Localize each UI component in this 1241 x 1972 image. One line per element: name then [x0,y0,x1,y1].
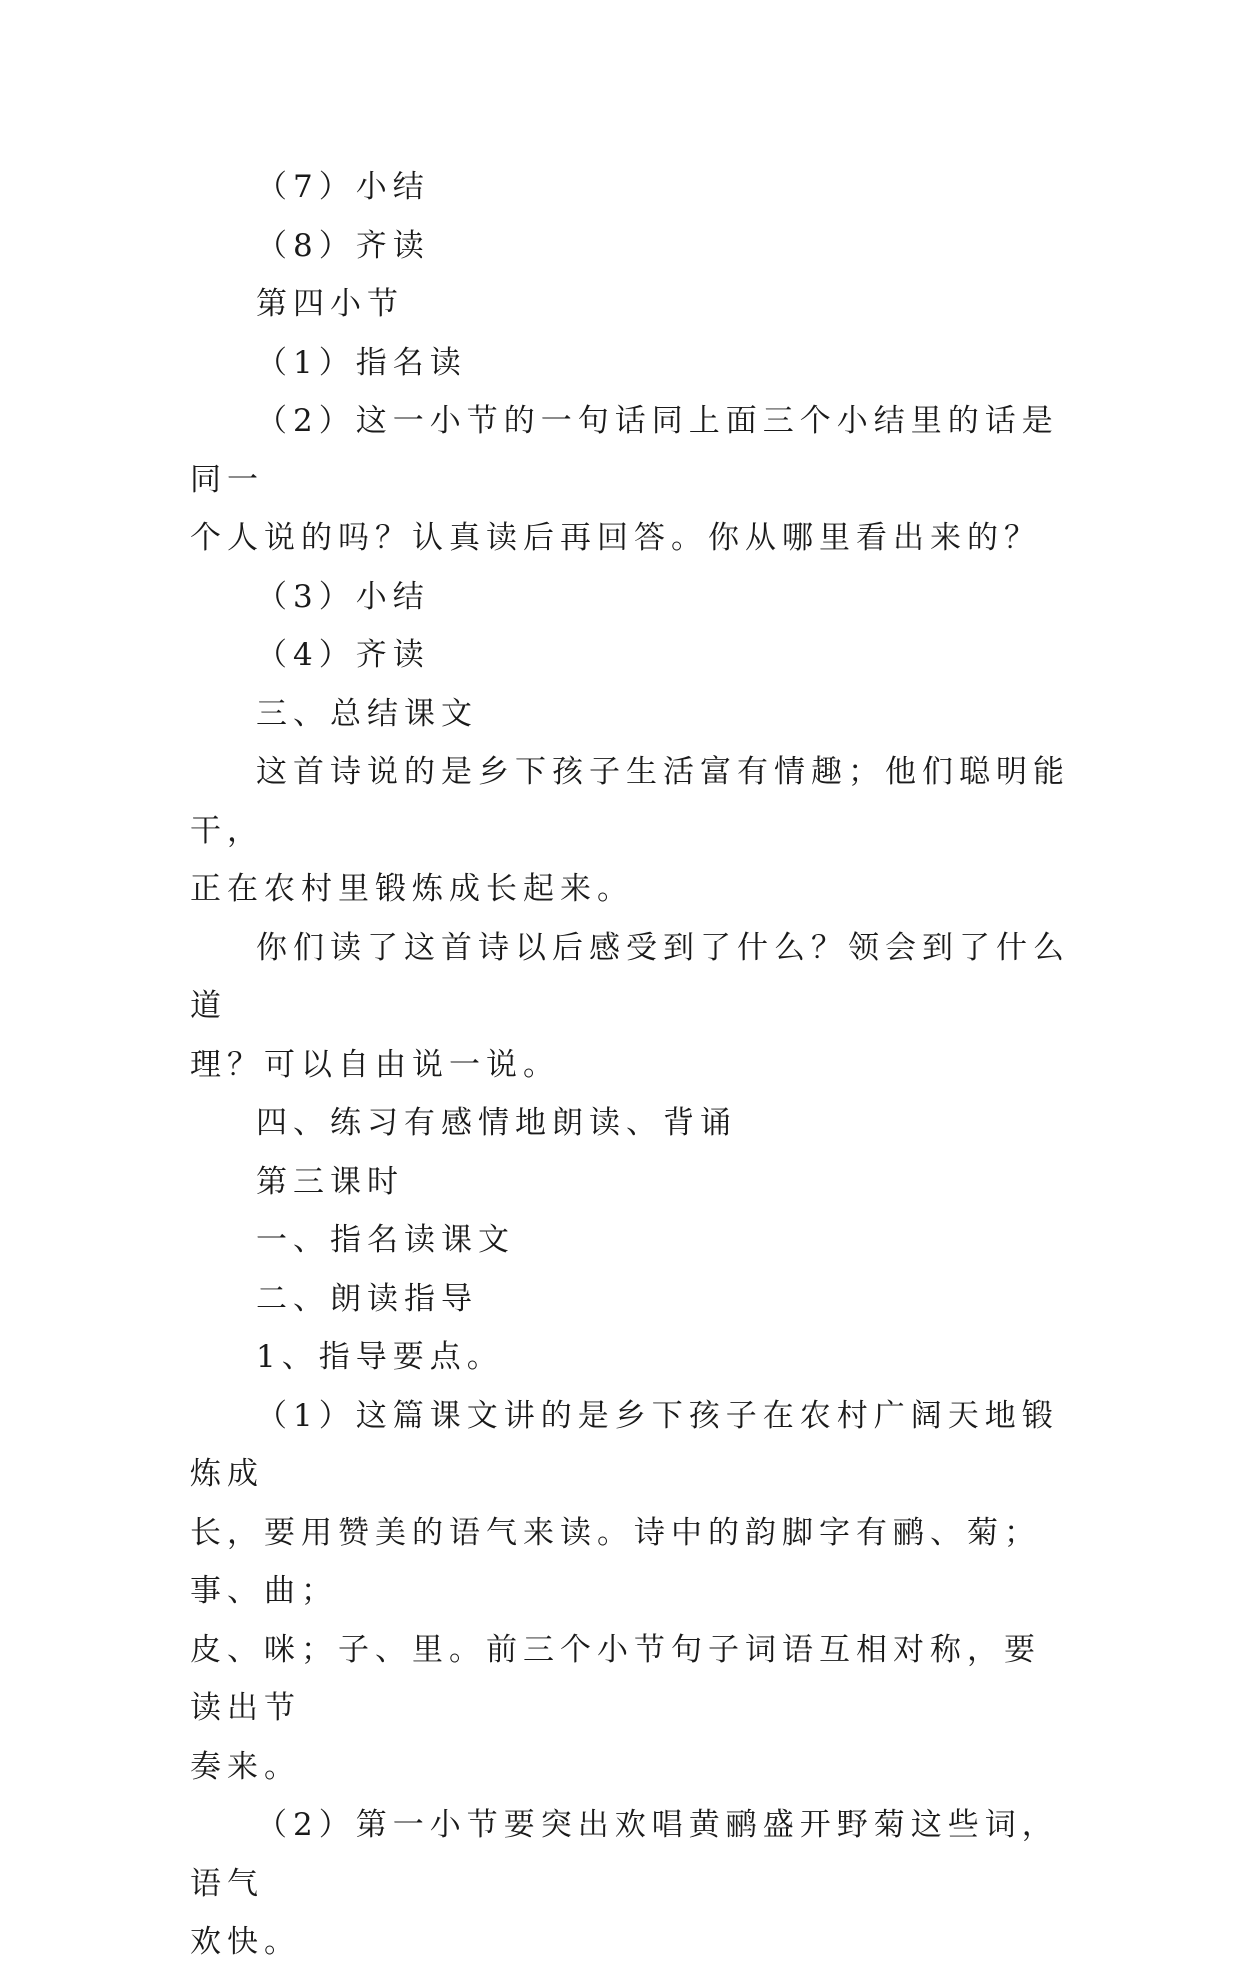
paragraph: （2）第一小节要突出欢唱黄鹂盛开野菊这些词，语气 欢快。 [190,1807,1059,1960]
paragraph: （2）这一小节的一句话同上面三个小结里的话是同一 个人说的吗？认真读后再回答。你从哪里看出来的？ [190,403,1059,556]
paragraph: 1、指导要点。 [256,1339,504,1375]
section-heading: 二、朗读指导 [256,1280,478,1317]
section-heading: 一、指名读课文 [256,1222,515,1258]
section-heading: 第四小节 [256,286,404,322]
paragraph: （8）齐读 [256,227,430,264]
paragraph: （1）指名读 [256,344,467,381]
section-heading: 三、总结课文 [256,695,478,732]
paragraph: 这首诗说的是乡下孩子生活富有情趣；他们聪明能干， 正在农村里锻炼成长起来。 [190,754,1070,907]
paragraph: （7）小结 [256,169,430,205]
paragraph: （1）这篇课文讲的是乡下孩子在农村广阔天地锻炼成 长，要用赞美的语气来读。诗中的韵脚字有鹂、菊；事、曲； 皮、咪；子、里。前三个小节句子词语互相对称，要读出节 奏来。 [190,1397,1059,1785]
document-body [190,158,1070,1972]
paragraph: （4）齐读 [256,637,430,673]
section-heading: 第三课时 [256,1163,404,1200]
paragraph: 你们读了这首诗以后感受到了什么？领会到了什么道 理？可以自由说一说。 [190,929,1070,1083]
section-heading: 四、练习有感情地朗读、背诵 [256,1105,737,1141]
paragraph: （3）小结 [256,578,430,615]
